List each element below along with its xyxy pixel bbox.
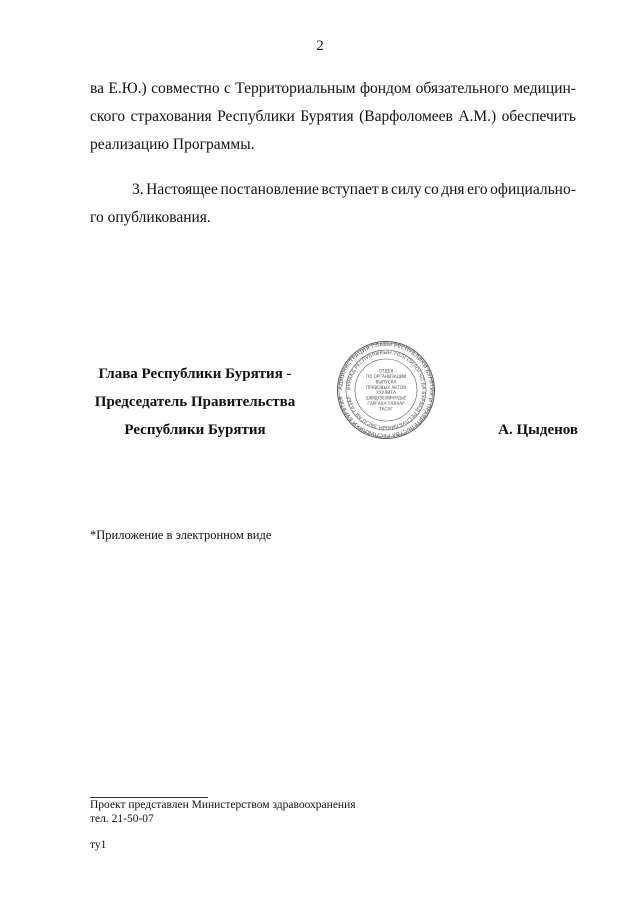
paragraph-word: Территориальным <box>235 80 356 97</box>
seal-center-line: ГАРГАХА ТАЛААР <box>367 401 405 406</box>
paragraph-word: 3. <box>132 181 144 198</box>
paragraph-word: Республики <box>217 108 295 125</box>
paragraph-word: Е.Ю.) <box>108 80 147 97</box>
paragraph-word: дня <box>441 181 465 198</box>
signer-title-line: Председатель Правительства <box>94 394 296 410</box>
paragraph-word: обязательного <box>415 80 509 97</box>
attachment-note: *Приложение в электронном виде <box>90 528 272 542</box>
paragraph-word: Бурятия <box>300 108 354 125</box>
paragraph-effective-date <box>90 176 576 232</box>
paragraph-word: постановление <box>220 181 319 198</box>
paragraph-word: обеспечить <box>501 108 576 125</box>
paragraph-word: ва <box>90 80 104 97</box>
paragraph-word: ского <box>90 108 126 125</box>
paragraph-line <box>90 176 576 204</box>
paragraph-word: с <box>224 80 231 97</box>
seal-center-line: ПРАВОВЫХ АКТОВ <box>365 384 407 390</box>
seal-center-text <box>366 369 406 412</box>
signer-title-line: Глава Республики Бурятия - <box>98 366 292 382</box>
paragraph-implementation <box>90 75 576 159</box>
paragraph-line <box>90 103 576 131</box>
paragraph-line <box>90 131 576 159</box>
seal-center-line: ПО ОРГАНИЗАЦИИ <box>365 374 407 379</box>
paragraph-word: (Варфоломеев <box>359 108 453 125</box>
paragraph-word: со <box>424 181 439 198</box>
paragraph-word: в <box>381 181 389 198</box>
paragraph-word: медицин- <box>513 80 576 97</box>
paragraph-word: вступает <box>321 181 379 198</box>
signer-name: А. Цыденов <box>498 422 578 438</box>
footer-phone: тел. 21-50-07 <box>90 813 154 825</box>
paragraph-line <box>90 204 576 232</box>
seal-inner-ring-text: БУРЯАД РЕСПУБЛИКЫН ТОЛГОЙЛОГЧО БА БУРЯАД РЕСПУБЛИКЫН ЗАСАГАЙ ГАЗАР <box>346 350 426 430</box>
paragraph-word: страхования <box>130 108 212 125</box>
seal-center-line: ОТДЕЛ <box>378 368 394 374</box>
seal-center-line: ХУУЛИТА <box>376 390 396 396</box>
paragraph-word: фондом <box>359 80 412 97</box>
footer-document-code: ту1 <box>90 839 107 851</box>
paragraph-word: го опубликования. <box>90 209 211 226</box>
seal-center-line: ШИИДХЭБЭРИНУУДЫЕ <box>366 395 407 401</box>
paragraph-word: силу <box>390 181 422 198</box>
seal-center-line: ВЫПУСКА <box>375 379 397 385</box>
footer-project-submitter: Проект представлен Министерством здравоохранения <box>90 799 356 811</box>
page-number: 2 <box>316 38 324 54</box>
signer-title-line: Республики Бурятия <box>124 422 266 438</box>
paragraph-word: реализацию Программы. <box>90 136 255 153</box>
paragraph-word: его <box>467 181 488 198</box>
paragraph-word: совместно <box>151 80 220 97</box>
paragraph-word: А.М.) <box>458 108 497 125</box>
official-seal <box>336 340 436 440</box>
paragraph-word: официально- <box>490 181 576 198</box>
paragraph-word: Настоящее <box>146 181 218 198</box>
paragraph-line <box>90 75 576 103</box>
seal-outer-ring-text: АДМИНИСТРАЦИЯ ГЛАВЫ РЕСПУБЛИКИ БУРЯТИЯ И ПРАВИТЕЛЬСТВА РЕСПУБЛИКИ БУРЯТИЯ <box>337 341 435 439</box>
seal-center-line: ТАСАГ <box>379 406 393 412</box>
signer-title <box>90 360 300 444</box>
